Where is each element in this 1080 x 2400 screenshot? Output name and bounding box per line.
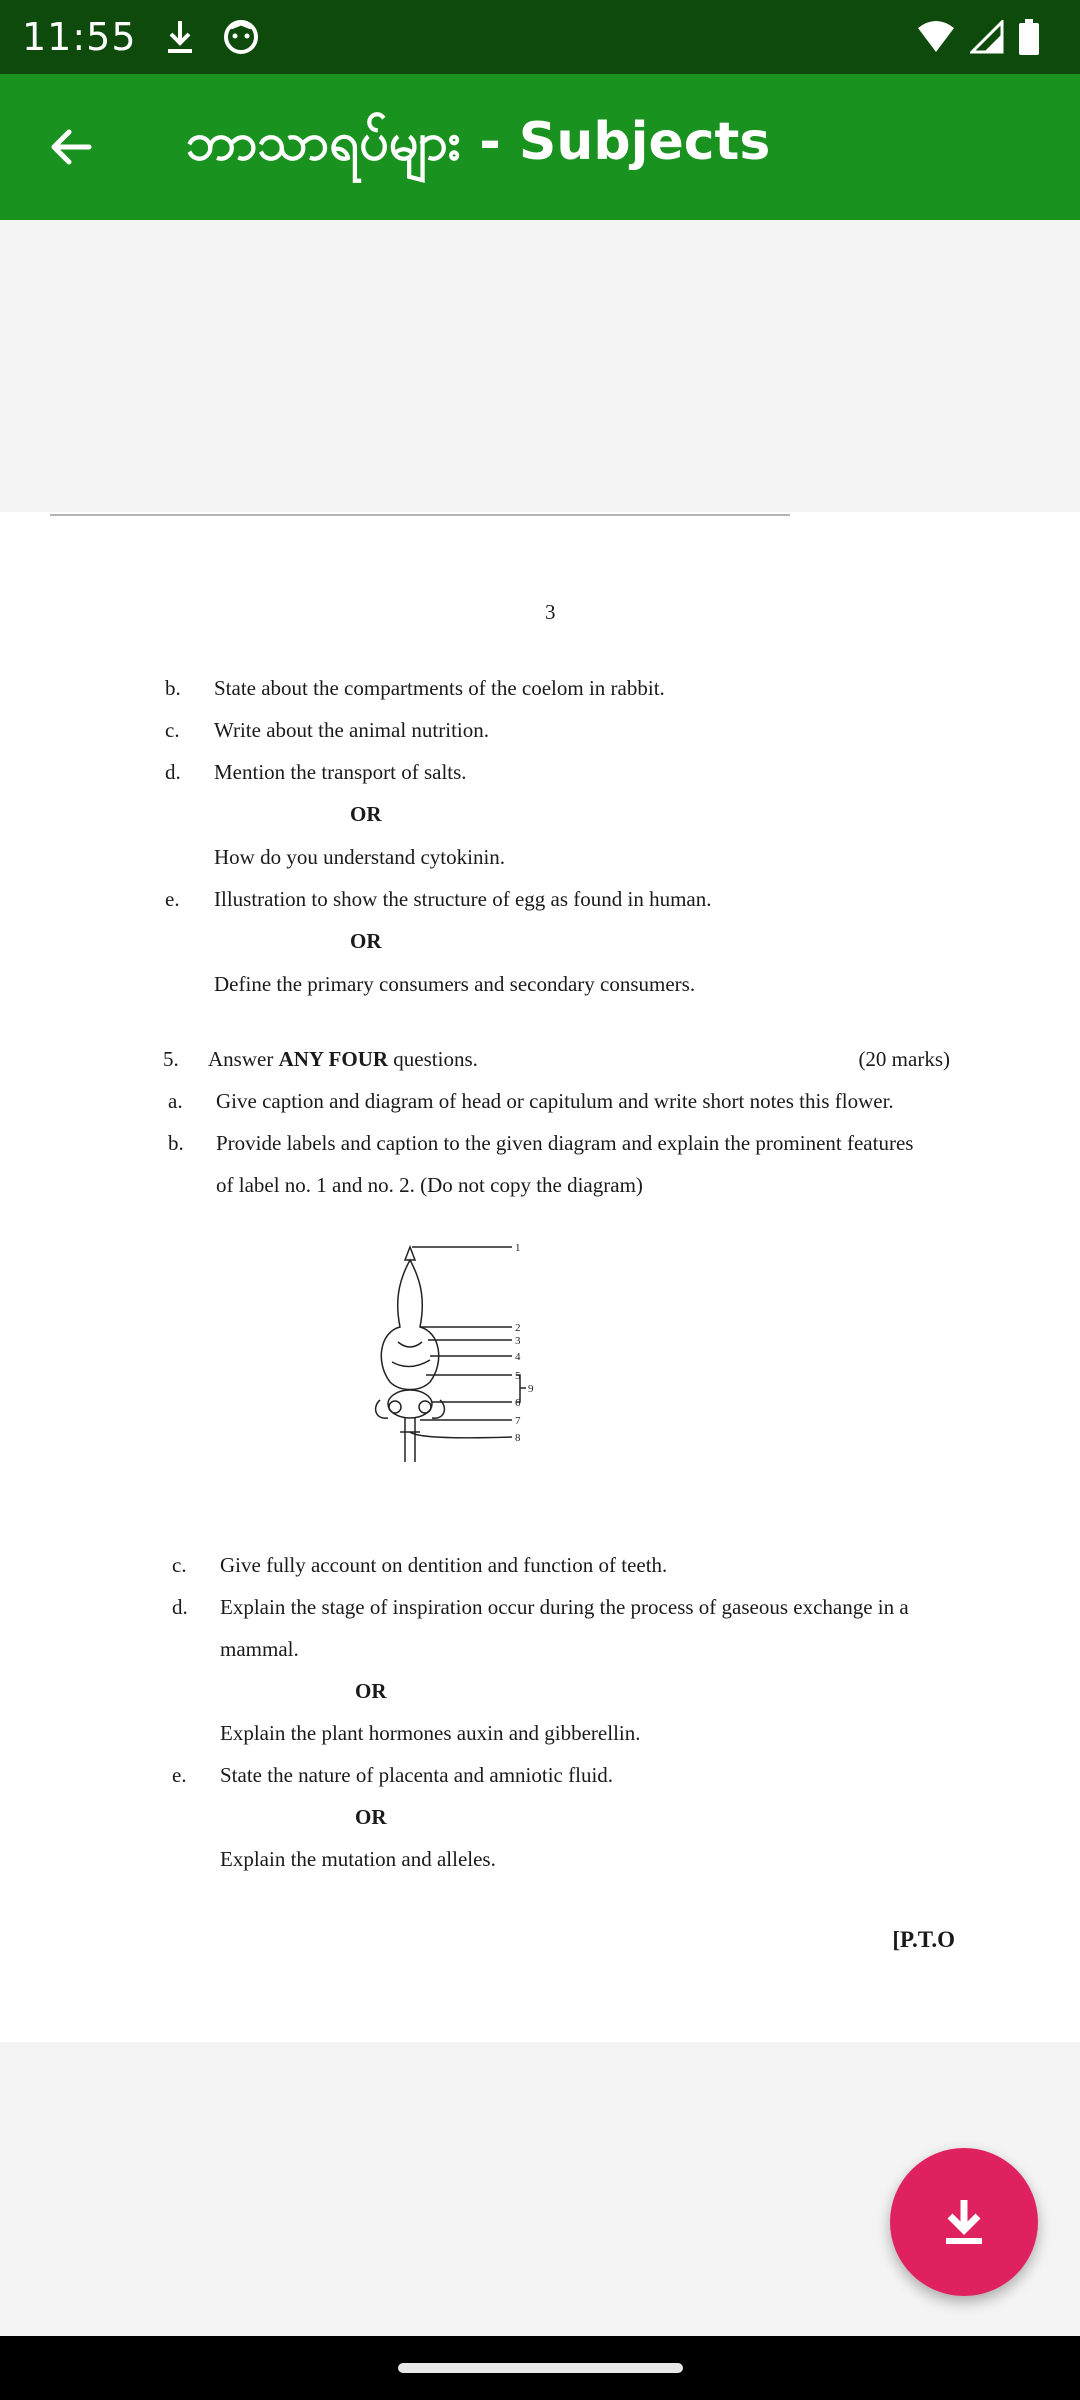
q4d-alt: How do you understand cytokinin. — [214, 845, 506, 869]
signal-icon — [970, 20, 1004, 54]
document-page[interactable] — [0, 512, 1080, 2042]
back-button[interactable] — [16, 92, 126, 202]
q5b-label: b. — [168, 1131, 184, 1155]
q4b-text: State about the compartments of the coelom in rabbit. — [214, 676, 665, 700]
q4e-text: Illustration to show the structure of egg as found in human. — [214, 887, 712, 911]
q4d-or: OR — [350, 802, 382, 826]
flower-diagram — [350, 1232, 550, 1512]
page-top-rule — [50, 514, 790, 516]
navigation-bar — [0, 2336, 1080, 2400]
q4b-label: b. — [165, 676, 181, 700]
status-bar — [0, 0, 1080, 74]
q5b-text-line1: Provide labels and caption to the given diagram and explain the prominent features — [216, 1131, 914, 1155]
diagram-label-4: 4 — [515, 1351, 521, 1363]
status-time: 11:55 — [22, 15, 137, 59]
q5e-alt: Explain the mutation and alleles. — [220, 1847, 496, 1871]
q5c-label: c. — [172, 1553, 187, 1577]
diagram-label-5: 5 — [515, 1370, 521, 1382]
q5e-or: OR — [355, 1805, 387, 1829]
diagram-label-1: 1 — [515, 1242, 521, 1254]
q4e-alt: Define the primary consumers and secondary consumers. — [214, 972, 696, 996]
q4e-or: OR — [350, 929, 382, 953]
q4c-text: Write about the animal nutrition. — [214, 718, 489, 742]
arrow-back-icon — [47, 123, 95, 171]
page-footer-pto: [P.T.O — [892, 1927, 955, 1952]
app-bar — [0, 74, 1080, 220]
download-icon — [165, 19, 195, 55]
q5-marks: (20 marks) — [858, 1047, 950, 1071]
download-fab-button[interactable] — [890, 2148, 1038, 2296]
diagram-label-2: 2 — [515, 1322, 521, 1334]
q5-instruction — [208, 1047, 478, 1072]
status-right — [916, 19, 1040, 55]
q4c-label: c. — [165, 718, 180, 742]
home-gesture-handle[interactable] — [398, 2363, 683, 2373]
face-icon — [223, 19, 259, 55]
q5e-text: State the nature of placenta and amniotic fluid. — [220, 1763, 614, 1787]
q4d-text: Mention the transport of salts. — [214, 760, 467, 784]
q5a-text: Give caption and diagram of head or capitulum and write short notes this flower. — [216, 1089, 894, 1113]
q5-instruction-bold: ANY FOUR — [278, 1047, 389, 1071]
status-left — [22, 15, 259, 59]
q5-number: 5. — [163, 1047, 179, 1071]
q5b-text-line2: of label no. 1 and no. 2. (Do not copy the diagram) — [216, 1173, 643, 1197]
q5a-label: a. — [168, 1089, 183, 1113]
battery-icon — [1018, 19, 1040, 55]
q5d-text-line1: Explain the stage of inspiration occur during the process of gaseous exchange in a — [220, 1595, 909, 1619]
q5e-label: e. — [172, 1763, 187, 1787]
q5d-or: OR — [355, 1679, 387, 1703]
page-number: 3 — [545, 600, 556, 624]
q4e-label: e. — [165, 887, 180, 911]
diagram-label-6: 6 — [515, 1397, 521, 1409]
diagram-label-9: 9 — [528, 1383, 534, 1395]
page-title: ဘာသာရပ်များ - Subjects — [186, 112, 771, 172]
q5-instruction-post: questions. — [388, 1047, 478, 1071]
diagram-label-7: 7 — [515, 1415, 521, 1427]
q5c-text: Give fully account on dentition and function of teeth. — [220, 1553, 668, 1577]
diagram-label-3: 3 — [515, 1335, 521, 1347]
q5d-alt: Explain the plant hormones auxin and gibberellin. — [220, 1721, 641, 1745]
download-icon — [940, 2196, 988, 2248]
wifi-icon — [916, 20, 956, 54]
diagram-label-8: 8 — [515, 1432, 521, 1444]
q5d-label: d. — [172, 1595, 188, 1619]
q5-instruction-pre: Answer — [208, 1047, 279, 1071]
q5d-text-line2: mammal. — [220, 1637, 299, 1661]
q4d-label: d. — [165, 760, 181, 784]
